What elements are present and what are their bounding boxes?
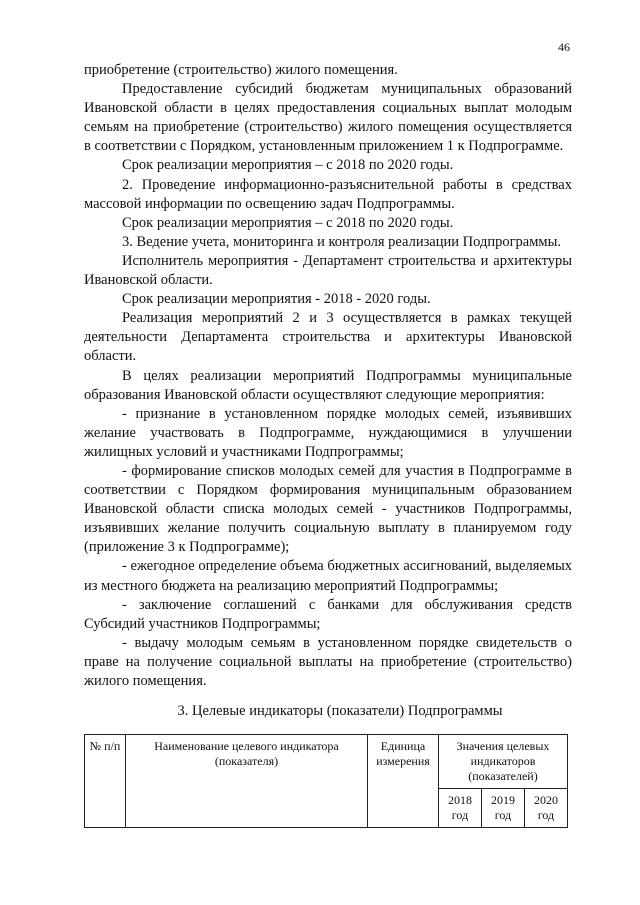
header-cell-year: 2018 год bbox=[439, 789, 482, 828]
header-cell-number: № п/п bbox=[85, 735, 126, 828]
paragraph: В целях реализации мероприятий Подпрограммы муниципальные образования Ивановской области осуществляют следующие мероприятия: bbox=[84, 367, 572, 403]
section-heading: 3. Целевые индикаторы (показатели) Подпрограммы bbox=[177, 703, 503, 719]
paragraph: Срок реализации мероприятия - 2018 - 2020 годы. bbox=[122, 291, 431, 308]
paragraph: Исполнитель мероприятия - Департамент строительства и архитектуры Ивановской области. bbox=[84, 252, 572, 289]
list-item: - выдачу молодым семьям в установленном порядке свидетельств о праве на получение социальной выплаты на приобретение (строительство) жилого помещения. bbox=[84, 634, 572, 689]
list-item: - формирование списков молодых семей для участия в Подпрограмме в соответствии с Порядком формирования муниципальным образованием Ивановской области списка молодых семей - участников Подпрограммы, изъявивших желание получить социальную выплату в планируемом году (приложение 3 к Подпрограмме); bbox=[84, 462, 572, 556]
table-header-row bbox=[85, 735, 568, 789]
paragraph: 3. Ведение учета, мониторинга и контроля реализации Подпрограммы. bbox=[122, 233, 561, 250]
paragraph: приобретение (строительство) жилого помещения. bbox=[84, 62, 398, 78]
header-cell-name: Наименование целевого индикатора (показателя) bbox=[126, 735, 368, 828]
list-item: - признание в установленном порядке молодых семей, изъявивших желание участвовать в Подпрограмме, нуждающимися в улучшении жилищных условий и участниками Подпрограммы; bbox=[84, 405, 572, 460]
list-item: - заключение соглашений с банками для обслуживания средств Субсидий участников Подпрограммы; bbox=[84, 596, 572, 632]
paragraph: Срок реализации мероприятия – с 2018 по 2020 годы. bbox=[122, 214, 454, 231]
page-number: 46 bbox=[558, 40, 570, 54]
header-cell-year: 2019 год bbox=[481, 789, 524, 828]
indicators-table bbox=[84, 734, 568, 828]
paragraph: Срок реализации мероприятия – с 2018 по 2020 годы. bbox=[122, 157, 454, 174]
body-text bbox=[84, 61, 572, 691]
list-item: - ежегодное определение объема бюджетных ассигнований, выделяемых из местного бюджета на реализацию мероприятий Подпрограммы; bbox=[84, 558, 572, 594]
paragraph: Предоставление субсидий бюджетам муниципальных образований Ивановской области в целях предоставления социальных выплат молодым семьям на приобретение (строительство) жилого помещения осуществляется в соответствии с Порядком, установленным приложением 1 к Подпрограмме. bbox=[84, 81, 572, 155]
header-cell-unit: Единица измерения bbox=[368, 735, 439, 828]
paragraph: Реализация мероприятий 2 и 3 осуществляется в рамках текущей деятельности Департамента строительства и архитектуры Ивановской области. bbox=[84, 310, 572, 365]
header-cell-year: 2020 год bbox=[524, 789, 567, 828]
header-cell-values: Значения целевых индикаторов (показателей) bbox=[439, 735, 568, 789]
paragraph: 2. Проведение информационно-разъяснительной работы в средствах массовой информации по освещению задач Подпрограммы. bbox=[84, 176, 572, 212]
